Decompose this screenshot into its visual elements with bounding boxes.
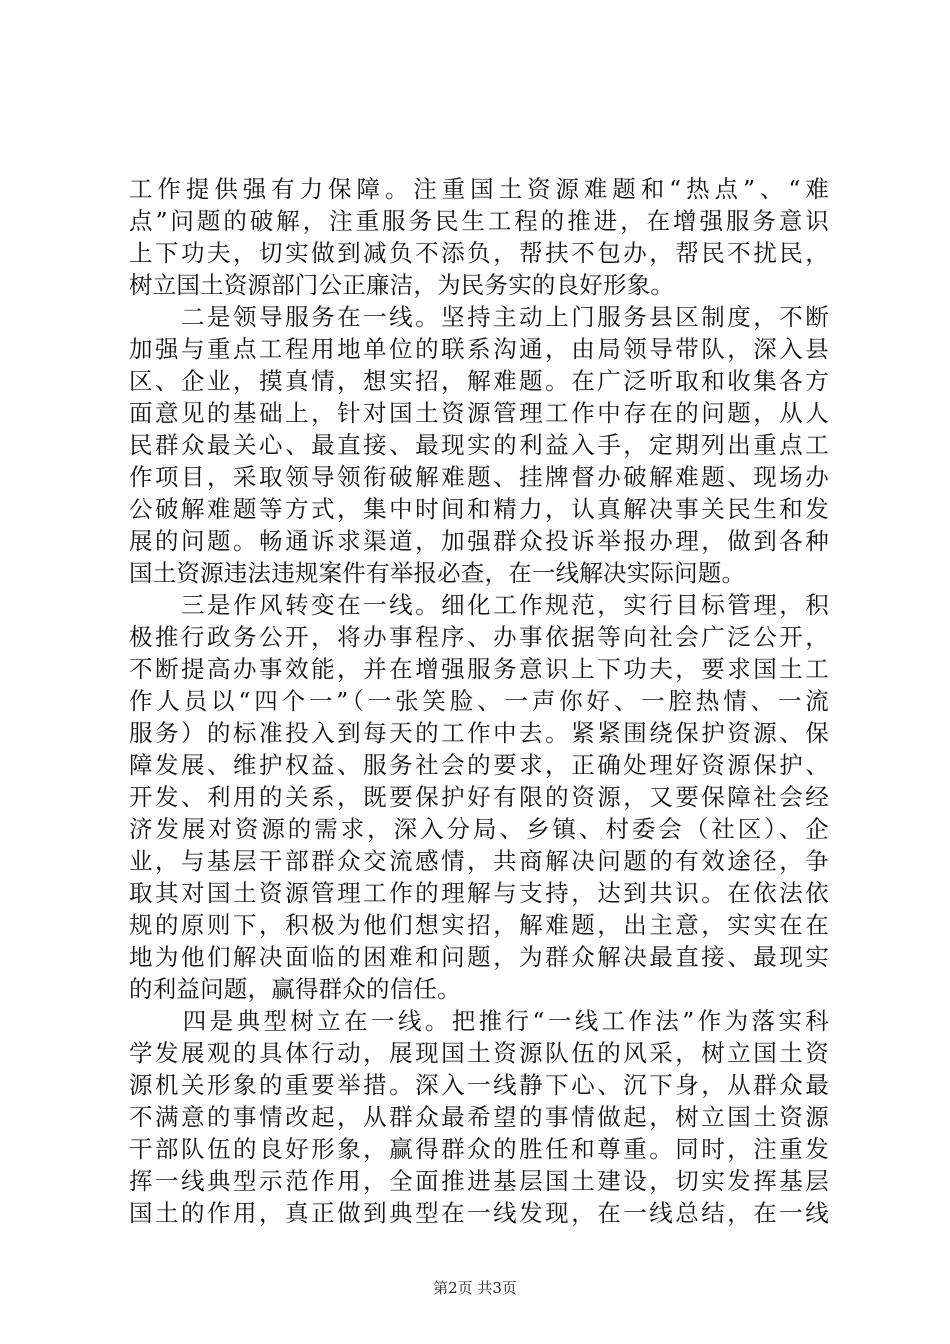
text-line: 挥一线典型示范作用，全面推进基层国土建设，切实发挥基层	[129, 1167, 829, 1195]
text-line: 的利益问题，赢得群众的信任。	[129, 975, 461, 1003]
text-line: 取其对国土资源管理工作的理解与支持，达到共识。在依法依	[129, 879, 829, 907]
page-number-footer: 第2页 共3页	[433, 1279, 517, 1297]
text-line: 学发展观的具体行动，展现国土资源队伍的风采，树立国土资	[129, 1039, 829, 1067]
text-line: 二是领导服务在一线。坚持主动上门服务县区制度，不断	[129, 303, 829, 331]
text-line: 国土的作用，真正做到典型在一线发现，在一线总结，在一线	[129, 1199, 829, 1227]
text-line: 面意见的基础上，针对国土资源管理工作中存在的问题，从人	[129, 399, 829, 427]
text-line: 干部队伍的良好形象，赢得群众的胜任和尊重。同时，注重发	[129, 1135, 829, 1163]
text-line: 不满意的事情改起，从群众最希望的事情做起，树立国土资源	[129, 1103, 829, 1131]
text-line: 加强与重点工程用地单位的联系沟通，由局领导带队，深入县	[129, 335, 829, 363]
text-line: 公破解难题等方式，集中时间和精力，认真解决事关民生和发	[129, 495, 829, 523]
text-line: 点”问题的破解，注重服务民生工程的推进，在增强服务意识	[129, 207, 829, 235]
text-line: 济发展对资源的需求，深入分局、乡镇、村委会（社区）、企	[129, 815, 829, 843]
text-line: 三是作风转变在一线。细化工作规范，实行目标管理，积	[129, 591, 829, 619]
text-line: 地为他们解决面临的困难和问题，为群众解决最直接、最现实	[129, 943, 829, 971]
text-line: 规的原则下，积极为他们想实招，解难题，出主意，实实在在	[129, 911, 829, 939]
text-line: 作人员以“四个一”（一张笑脸、一声你好、一腔热情、一流	[129, 687, 829, 715]
text-line: 树立国土资源部门公正廉洁，为民务实的良好形象。	[129, 271, 675, 299]
text-line: 极推行政务公开，将办事程序、办事依据等向社会广泛公开，	[129, 623, 829, 651]
text-line: 不断提高办事效能，并在增强服务意识上下功夫，要求国土工	[129, 655, 829, 683]
text-line: 展的问题。畅通诉求渠道，加强群众投诉举报办理，做到各种	[129, 527, 829, 555]
text-line: 四是典型树立在一线。把推行“一线工作法”作为落实科	[129, 1007, 829, 1035]
text-line: 业，与基层干部群众交流感情，共商解决问题的有效途径，争	[129, 847, 829, 875]
document-body	[129, 173, 829, 1229]
text-line: 国土资源违法违规案件有举报必查，在一线解决实际问题。	[129, 559, 746, 587]
text-line: 工作提供强有力保障。注重国土资源难题和“热点”、“难	[129, 175, 829, 203]
text-line: 上下功夫，切实做到减负不添负，帮扶不包办，帮民不扰民，	[129, 239, 829, 267]
text-line: 民群众最关心、最直接、最现实的利益入手，定期列出重点工	[129, 431, 829, 459]
text-line: 服务）的标准投入到每天的工作中去。紧紧围绕保护资源、保	[129, 719, 829, 747]
text-line: 开发、利用的关系，既要保护好有限的资源，又要保障社会经	[129, 783, 829, 811]
text-line: 源机关形象的重要举措。深入一线静下心、沉下身，从群众最	[129, 1071, 829, 1099]
text-line: 区、企业，摸真情，想实招，解难题。在广泛听取和收集各方	[129, 367, 829, 395]
text-line: 作项目，采取领导领衔破解难题、挂牌督办破解难题、现场办	[129, 463, 829, 491]
text-line: 障发展、维护权益、服务社会的要求，正确处理好资源保护、	[129, 751, 829, 779]
